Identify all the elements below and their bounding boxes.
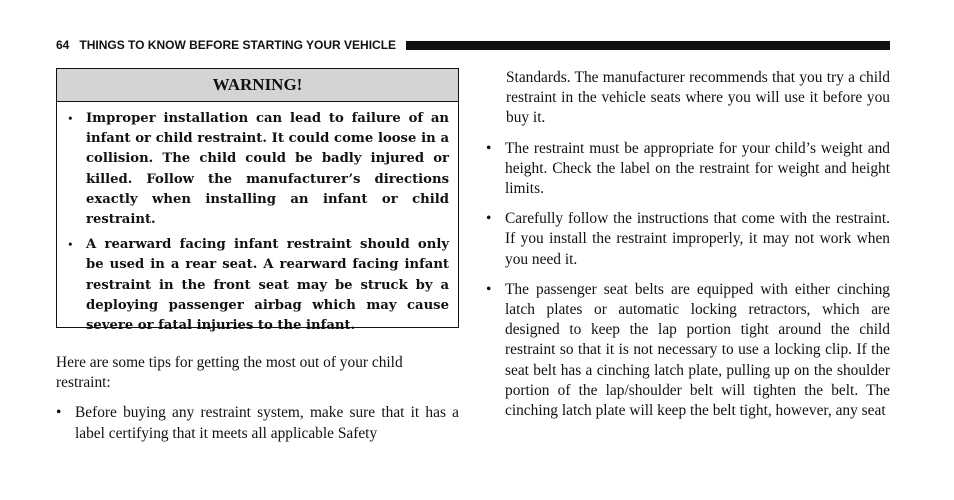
warning-item	[68, 109, 449, 230]
list-item-text: Carefully follow the instructions that come with the restraint. If you install the restraint improperly, it may not work when you need it.	[505, 210, 890, 268]
warning-title: WARNING!	[57, 69, 458, 102]
list-item	[56, 403, 459, 443]
right-column	[486, 68, 890, 431]
warning-list	[57, 102, 458, 336]
list-item-text: The passenger seat belts are equipped with either cinching latch plates or automatic locking retractors, which are designed to keep the lap portion tight around the child restraint so that it is not necessary to use a locking clip. If the seat belt has a cinching latch plate, pulling up on the shoulder portion of the lap/shoulder belt will tighten the belt. The cinching latch plate will keep the belt tight, however, any seat	[505, 280, 890, 420]
intro-paragraph: Here are some tips for getting the most out of your child restraint:	[56, 354, 403, 392]
left-column	[56, 68, 459, 444]
bullet: •	[486, 280, 492, 298]
page-header	[56, 37, 890, 53]
warning-item-text: Improper installation can lead to failure of an infant or child restraint. It could come loose in a collision. The child could be badly injured or killed. Follow the manufacturer’s directions exactly when installing an infant or child restraint.	[86, 111, 449, 228]
tips-list-right	[486, 139, 890, 422]
warning-box	[56, 68, 459, 334]
bullet: •	[56, 404, 62, 422]
warning-item	[68, 235, 449, 336]
list-item-text: Before buying any restraint system, make sure that it has a label certifying that it meets all applicable Safety	[75, 404, 459, 442]
header-rule	[406, 41, 890, 50]
bullet: •	[486, 139, 492, 157]
warning-item-text: A rearward facing infant restraint should only be used in a rear seat. A rearward facing infant restraint in the front seat may be struck by a deploying passenger airbag which may cause severe or fatal injuries to the infant.	[86, 237, 449, 334]
list-item	[486, 139, 890, 200]
running-title: THINGS TO KNOW BEFORE STARTING YOUR VEHICLE	[79, 38, 397, 52]
continuation-paragraph: Standards. The manufacturer recommends that you try a child restraint in the vehicle seats where you will use it before you buy it.	[506, 69, 890, 127]
page-number: 64	[56, 38, 70, 52]
list-item	[486, 209, 890, 270]
list-item	[486, 280, 890, 421]
bullet: •	[68, 111, 73, 126]
bullet: •	[68, 237, 73, 253]
list-item-text: The restraint must be appropriate for your child’s weight and height. Check the label on the restraint for weight and height limits.	[505, 139, 890, 198]
tips-list-left	[56, 403, 459, 443]
bullet: •	[486, 210, 492, 228]
